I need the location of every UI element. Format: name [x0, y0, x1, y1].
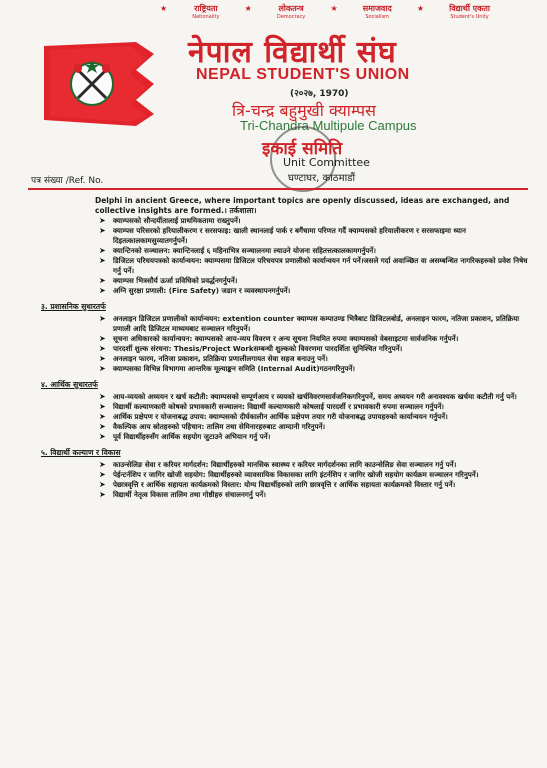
bullet-icon: ➤ — [99, 334, 106, 343]
unit-name-nepali: इकाई समिति — [262, 139, 343, 159]
list-item: ➤ वैकल्पिक आय स्रोतहरुको पहिचान: तालिम तथा सेमिनारहरुबाट आम्दानी गरिनुपर्ने। — [99, 422, 326, 431]
bullet-icon: ➤ — [99, 460, 106, 469]
section-heading: ३. प्रशासनिक सुधारतर्फ — [41, 302, 106, 311]
bullet-icon: ➤ — [99, 286, 106, 295]
slogan-socialism: समाजवाद Socialism — [362, 4, 392, 20]
reference-number-label: पत्र संख्या /Ref. No. — [31, 176, 104, 186]
list-item: ➤ क्याम्पसको सौन्दर्यीतालाई प्राथमिकतामा राख्नुपर्ने। — [99, 216, 241, 225]
list-item: ➤ आर्थिक प्रक्षेपण र योजनाबद्ध उपाय: क्याम्पसको दीर्घकालीन आर्थिक प्रक्षेपण तयार गरी योजनाबद्ध उपायहरुको कार्यान्वयन गर्नुपर्ने। — [99, 412, 448, 421]
party-flag-logo — [40, 40, 158, 130]
bullet-icon: ➤ — [99, 402, 106, 411]
star-icon: ★ — [160, 4, 168, 13]
star-icon: ★ — [244, 4, 252, 13]
item-list-welfare — [31, 460, 531, 500]
list-item: ➤ अनलाइन डिजिटल प्रणालीको कार्यान्वयन: extention counter क्याम्पस कम्पाउण्ड भित्रैबाट डिजिटलबोर्ड, अनलाइन फारम, नतिजा प्रकाशन, प्रतिक्रिया प्रणाली आदि डिजिटल माध्यमबाट सञ्चालन गरिनुपर्ने। — [99, 314, 520, 333]
bullet-icon: ➤ — [99, 470, 106, 479]
bullet-icon: ➤ — [99, 344, 106, 353]
bullet-icon: ➤ — [99, 364, 106, 373]
list-item: ➤ आय-व्ययको अध्ययन र खर्च कटौती: क्याम्पसको सम्पूर्णआय र व्ययको खर्चविवरणसार्वजनिकगरिनुपर्ने, समय अध्ययन गरी अनावश्यक खर्चमा कटौती गर्नु पर्ने। — [99, 392, 517, 401]
bullet-icon: ➤ — [99, 276, 106, 285]
intro-paragraph: Delphi in ancient Greece, where important topics are openly discussed, ideas are exchanged, and collective insights are formed.। तर्कशाला। — [95, 196, 510, 215]
unit-name-english: Unit Committee — [283, 156, 370, 169]
list-item: ➤ काउन्सेलिङ सेवा र करियर मार्गदर्शन: विद्यार्थीहरुको मानसिक स्वास्थ्य र करियर मार्गदर्शनका लागि काउन्सेलिङ सेवा सञ्चालन गर्नु पर्ने। — [99, 460, 457, 469]
bullet-icon: ➤ — [99, 432, 106, 441]
slogan-nationality: राष्ट्रियता Nationality — [192, 4, 220, 20]
slogan-row — [160, 4, 490, 22]
section-heading: ४. आर्थिक सुधारतर्फ — [41, 380, 98, 389]
letter-body — [31, 196, 531, 500]
star-icon: ★ — [330, 4, 338, 13]
list-item: ➤ क्याम्पस भित्रसौर्य ऊर्जा प्रविधिको प्रवर्द्धनगर्नुपर्ने। — [99, 276, 238, 285]
org-name-nepali: नेपाल विद्यार्थी संघ — [188, 35, 397, 70]
list-item: ➤ अनलाइन फारम, नतिजा प्रकाशन, प्रतिक्रिया प्रणालीलगायत सेवा सहज बनाउनु पर्ने। — [99, 354, 328, 363]
star-icon: ★ — [416, 4, 424, 13]
bullet-icon: ➤ — [99, 226, 106, 235]
list-item: ➤ क्याम्पसका विभिन्न विभागमा आन्तरिक मूल्याङ्कन समिति (Internal Audit)गठनगरिनुपर्ने। — [99, 364, 355, 373]
bullet-icon: ➤ — [99, 490, 106, 499]
campus-name-nepali: त्रि-चन्द्र बहुमुखी क्याम्पस — [232, 101, 376, 120]
item-list-admin — [31, 314, 531, 374]
bullet-icon: ➤ — [99, 246, 106, 255]
campus-name-english: Tri-Chandra Multipule Campus — [240, 118, 417, 133]
list-item: ➤ पारदर्शी शुल्क संरचना: Thesis/Project Workसम्बन्धी शुल्कको विवरणमा पारदर्शिता सुनिश्चित गरिनुपर्ने। — [99, 344, 403, 353]
established-year: (२०२७, 1970) — [290, 89, 349, 99]
bullet-icon: ➤ — [99, 256, 106, 265]
unit-location: घण्टाघर, काठमाडौं — [288, 173, 356, 184]
bullet-icon: ➤ — [99, 422, 106, 431]
bullet-icon: ➤ — [99, 392, 106, 401]
header-divider — [28, 188, 528, 190]
list-item: ➤ क्यान्टिनको सञ्चालन: क्यान्टिनलाई ६ महिनाभित्र सञ्चालनमा ल्याउने योजना सहितत्तत्कालकामगर्नुपर्ने। — [99, 246, 376, 255]
list-item: ➤ पूर्व विद्यार्थीहरुसँग आर्थिक सहयोग जुटाउने अभियान गर्नु पर्ने। — [99, 432, 271, 441]
list-item: ➤ विद्यार्थी नेतृत्व विकास तालिम तथा गोष्ठीहरु संचालनगर्नु पर्ने। — [99, 490, 266, 499]
list-item: ➤ क्याम्पस परिसरको हरियालीकरण र सरसफाइ: खाली स्थानलाई पार्क र बगैंचामा परिणत गर्दै क्याम्पसको हरियालीकरण र सरसफाइमा ध्यान दिइतत्कालकामसुव्यातगर्नुपर्ने। — [99, 226, 466, 245]
list-item: ➤ डिजिटल परिचयपत्रको कार्यान्वयन: क्याम्पसमा डिजिटल परिचयपत्र प्रणालीको कार्यान्वयन गर्न पर्ने।जसले गर्दा अवाञ्छित वा असम्बन्धित नागरिकहरुको प्रवेश निषेध गर्नु पर्ने। — [99, 256, 528, 275]
item-list-a — [31, 216, 531, 296]
slogan-democracy: लोकतन्त्र Democracy — [276, 4, 306, 20]
section-heading: ५. विद्यार्थी कल्याण र विकास — [41, 448, 121, 457]
bullet-icon: ➤ — [99, 412, 106, 421]
org-name-english: NEPAL STUDENT'S UNION — [196, 66, 410, 83]
slogan-unity: विद्यार्थी एकता Student's Unity — [449, 4, 490, 20]
bullet-icon: ➤ — [99, 480, 106, 489]
list-item: ➤ विद्यार्थी कल्याणकारी कोषको प्रभावकारी सञ्चालन: विद्यार्थी कल्याणकारी कोषलाई पारदर्शी र प्रभावकारी रुपमा सञ्चालन गर्नुपर्ने। — [99, 402, 444, 411]
list-item: ➤ पेईन्टर्नशिप र जागिर खोजी सहयोग: विद्यार्थीहरुको व्यावसायिक विकासका लागि इंटर्नशिप र जागिर खोजी सहयोग कार्यक्रम सञ्चालन गरिनुपर्ने। — [99, 470, 479, 479]
list-item: ➤ पेछात्रवृत्ति र आर्थिक सहायता कार्यक्रमको विस्तार: योग्य विद्यार्थीहरुको लागि छात्रवृत्ति र आर्थिक सहायता कार्यक्रमको विस्तार गर्नु पर्ने। — [99, 480, 456, 489]
list-item: ➤ अग्नि सुरक्षा प्रणाली: (Fire Safety) जडान र व्यवस्थापनगर्नुपर्ने। — [99, 286, 291, 295]
list-item: ➤ सूचना अधिकारको कार्यान्वयन: क्याम्पसको आय-व्यय विवरण र अन्य सूचना नियमित रुपमा क्याम्पसको वेबसाइटमा सार्वजनिक गर्नुपर्ने। — [99, 334, 459, 343]
bullet-icon: ➤ — [99, 216, 106, 225]
bullet-icon: ➤ — [99, 314, 106, 323]
bullet-icon: ➤ — [99, 354, 106, 363]
item-list-finance — [31, 392, 531, 442]
